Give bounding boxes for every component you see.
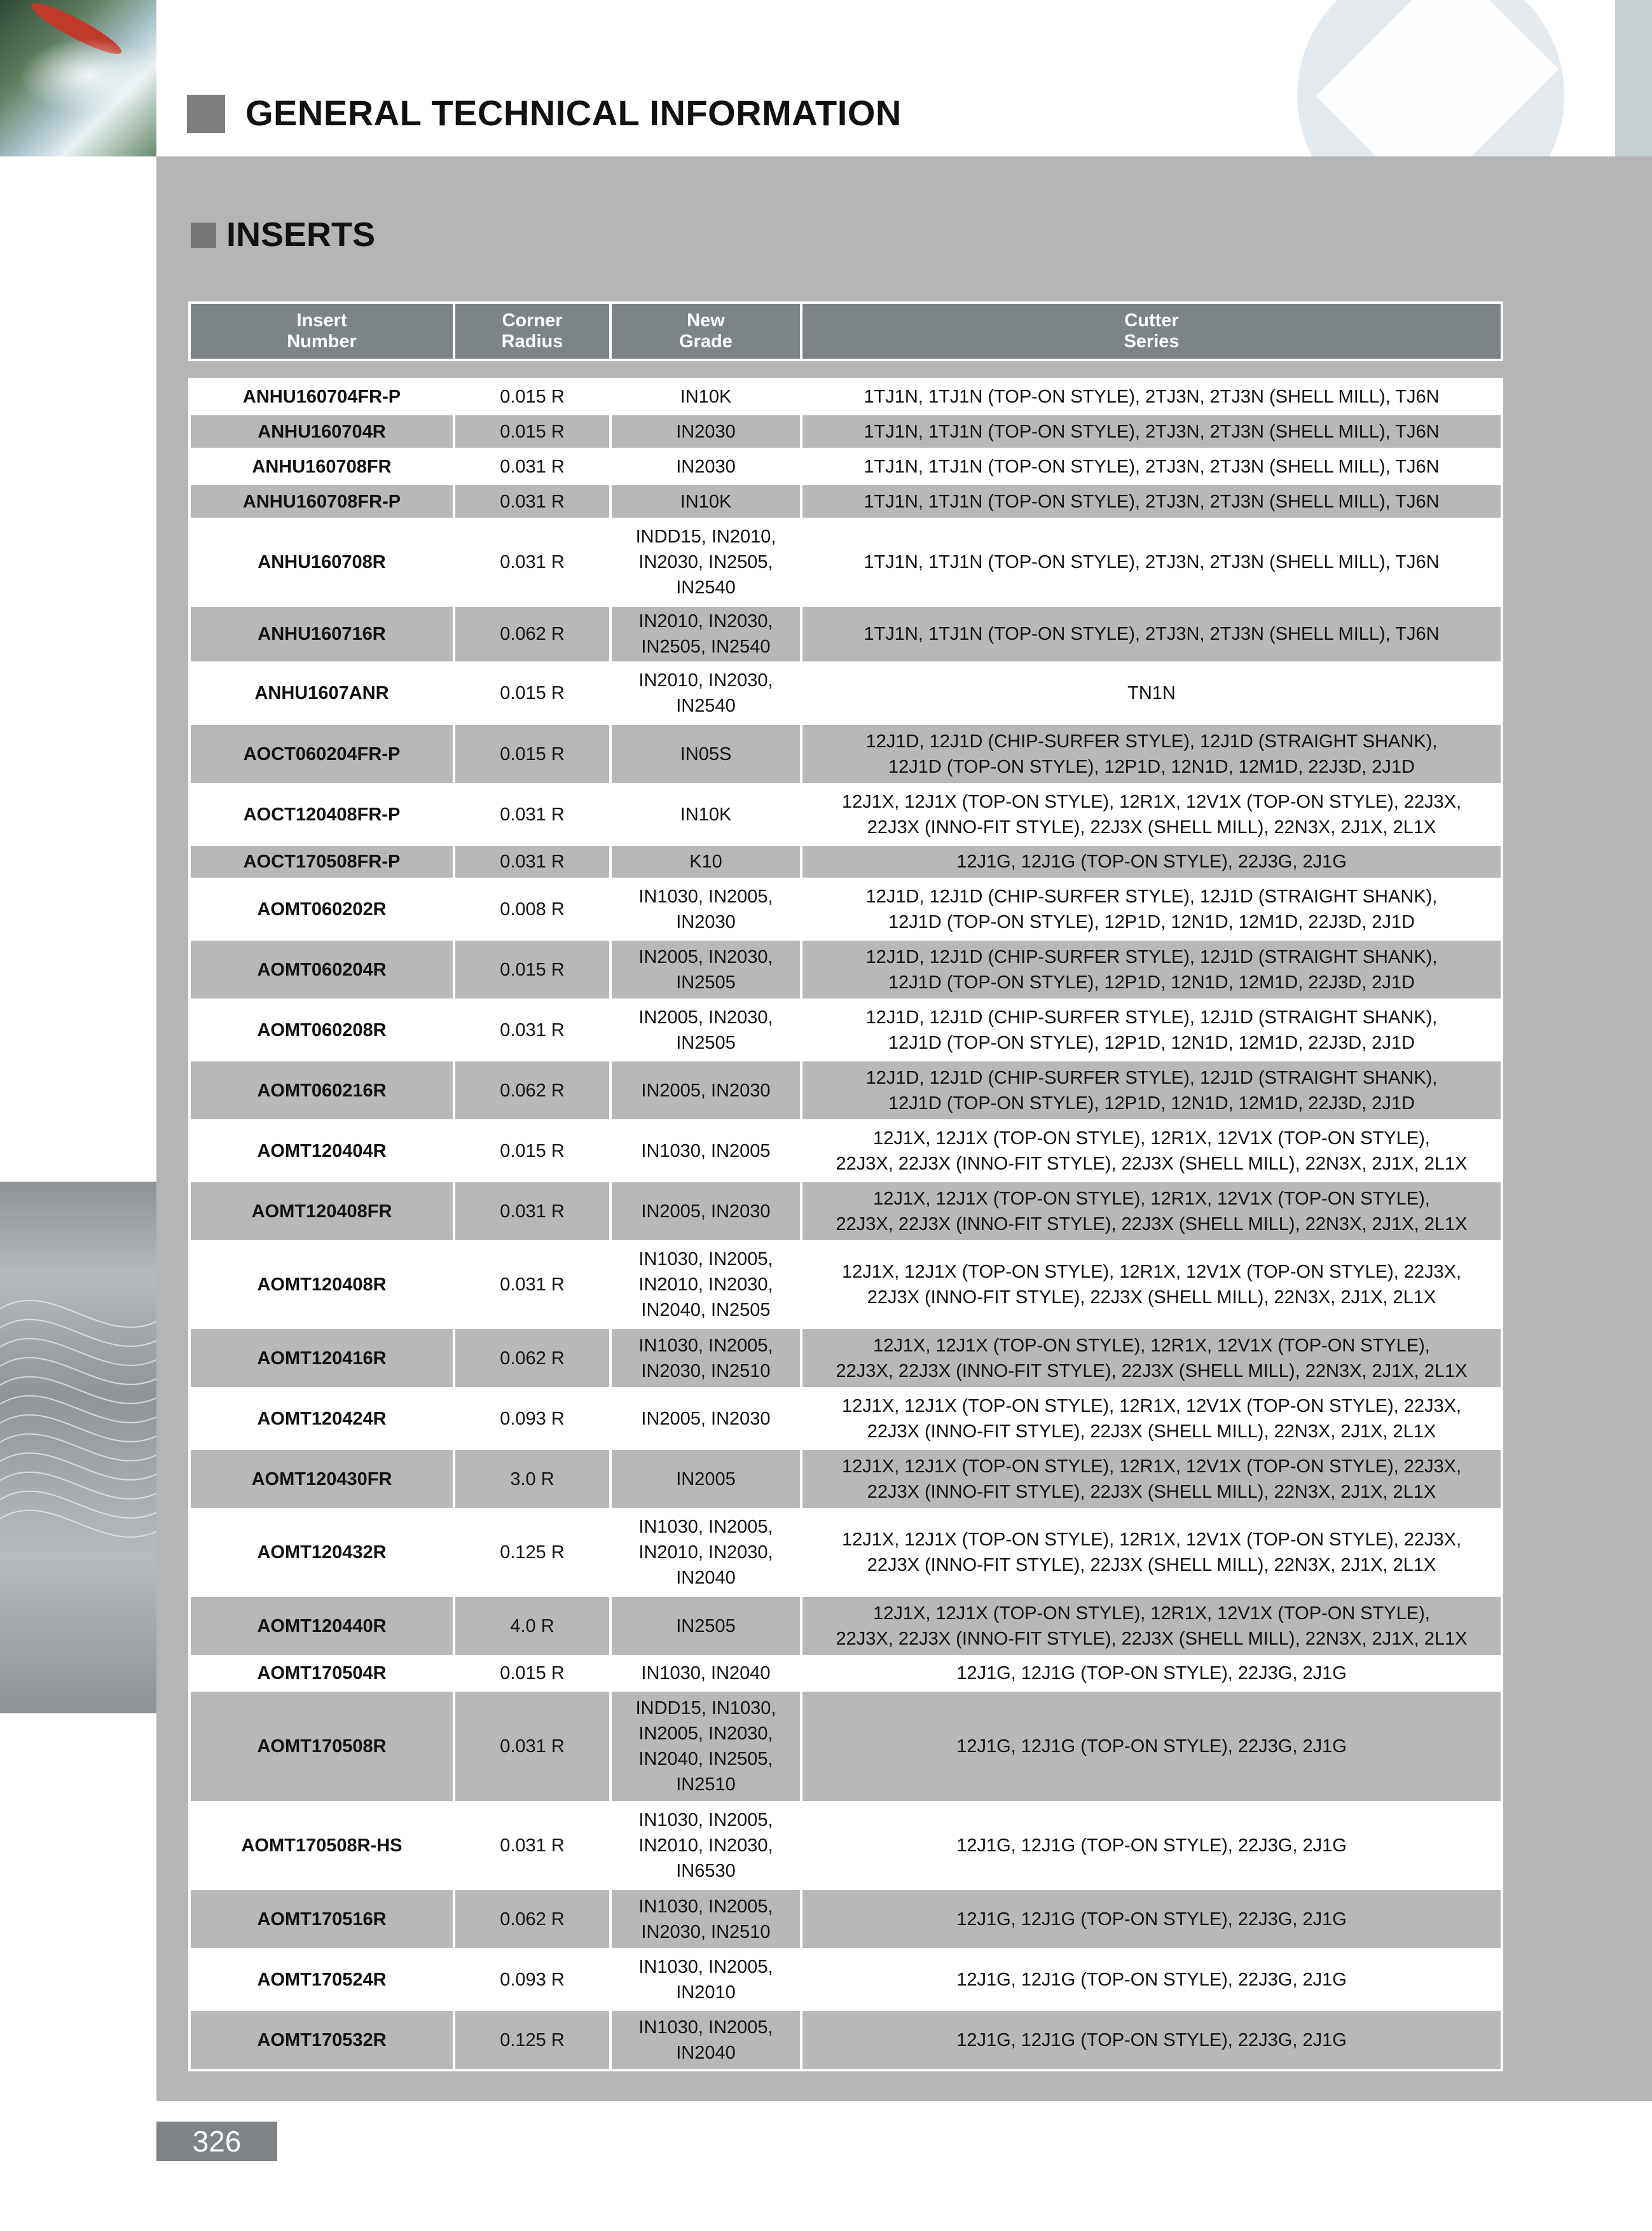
section-title: INSERTS [226,216,376,254]
insert-number-cell: AOMT120424R [189,1388,454,1449]
cutter-series-cell [801,1949,1502,2010]
grade-cell [610,1241,801,1328]
series-line: 12J1X, 12J1X (TOP-ON STYLE), 12R1X, 12V1X (TOP-ON STYLE), [873,1603,1430,1624]
grade-cell [610,724,801,784]
cutter-series-cell [801,484,1502,519]
grade-cell [610,663,801,724]
grade-line: IN2030, IN2505, [638,552,773,572]
grade-line: IN2030 [676,456,736,477]
page-title: GENERAL TECHNICAL INFORMATION [245,93,902,133]
table-row [189,1449,1502,1509]
insert-number-cell: AOMT120440R [189,1596,454,1656]
table-row [189,1000,1502,1060]
grade-line: IN10K [680,491,732,512]
cutter-series-cell [801,1121,1502,1181]
header-line: Insert [296,310,347,331]
cutter-series-cell [801,724,1502,784]
cutter-series-cell [801,1802,1502,1889]
table-row [189,414,1502,449]
corner-radius-cell: 0.031 R [454,1181,610,1241]
table-row [189,1241,1502,1328]
insert-number-cell: AOMT170516R [189,1889,454,1949]
insert-number-cell: ANHU160708FR-P [189,484,454,519]
series-line: 12J1G, 12J1G (TOP-ON STYLE), 22J3G, 2J1G [956,1663,1347,1683]
table-row [189,1328,1502,1388]
corner-radius-cell: 0.015 R [454,939,610,1000]
corner-radius-cell: 0.093 R [454,1949,610,2010]
grade-line: IN2010, IN2030, [638,670,773,691]
grade-cell [610,1949,801,2010]
grade-line: IN05S [680,743,732,764]
grade-cell [610,1121,801,1181]
insert-number-cell: AOMT120432R [189,1509,454,1596]
insert-number-cell: AOMT060208R [189,1000,454,1060]
corner-radius-cell: 0.015 R [454,1656,610,1690]
cutter-series-cell [801,1449,1502,1509]
header-line: Grade [679,331,733,352]
cutter-series-cell [801,879,1502,939]
water-splash [19,38,156,114]
header-line: Radius [501,331,563,352]
header-line: Cutter [1124,310,1179,331]
table-row [189,724,1502,784]
table-row [189,1388,1502,1449]
series-line: 12J1G, 12J1G (TOP-ON STYLE), 22J3G, 2J1G [956,852,1347,872]
series-line: 12J1D, 12J1D (CHIP-SURFER STYLE), 12J1D (STRAIGHT SHANK), [865,886,1438,907]
grade-cell [610,784,801,845]
corner-radius-cell: 0.031 R [454,784,610,845]
grade-line: IN1030, IN2005, [638,1810,773,1830]
grade-line: IN2010, IN2030, [638,611,773,632]
table-row [189,845,1502,879]
grade-cell [610,2010,801,2070]
insert-number-cell: ANHU160708FR [189,449,454,484]
insert-number-cell: AOMT060204R [189,939,454,1000]
grade-cell [610,414,801,449]
grade-cell [610,1328,801,1388]
grade-line: IN1030, IN2005, [638,1335,773,1356]
table-row [189,2010,1502,2070]
grade-cell [610,1388,801,1449]
series-line: 1TJ1N, 1TJ1N (TOP-ON STYLE), 2TJ3N, 2TJ3N (SHELL MILL), TJ6N [864,552,1440,572]
table-row [189,1802,1502,1889]
insert-number-cell: AOMT120416R [189,1328,454,1388]
table-row [189,1889,1502,1949]
grade-line: IN6530 [676,1861,736,1881]
corner-radius-cell: 0.062 R [454,1328,610,1388]
grade-line: IN2005 [676,1468,736,1489]
cutter-series-cell [801,784,1502,845]
decorative-bar [1615,0,1652,156]
grade-cell [610,1596,801,1656]
corner-radius-cell: 0.015 R [454,1121,610,1181]
table-row [189,1060,1502,1121]
inserts-table [188,378,1503,2071]
corner-radius-cell: 0.031 R [454,449,610,484]
series-line: 22J3X (INNO-FIT STYLE), 22J3X (SHELL MILL), 22N3X, 2J1X, 2L1X [867,1555,1436,1575]
corner-radius-cell: 0.031 R [454,1690,610,1802]
cutter-series-cell [801,414,1502,449]
grade-line: IN2005, IN2030, [638,946,773,967]
grade-line: IN1030, IN2005, [638,1956,773,1977]
corner-radius-cell: 0.125 R [454,2010,610,2070]
grade-cell [610,1449,801,1509]
cutter-series-cell [801,1889,1502,1949]
cutter-series-cell [801,939,1502,1000]
grade-line: IN2540 [676,696,736,716]
cutter-series-cell [801,519,1502,605]
header-line: Series [1124,331,1180,352]
corner-radius-cell: 0.031 R [454,484,610,519]
insert-number-cell: AOMT060202R [189,879,454,939]
corner-radius-cell: 0.125 R [454,1509,610,1596]
column-header-new-grade [610,303,801,360]
series-line: 12J1G, 12J1G (TOP-ON STYLE), 22J3G, 2J1G [956,1736,1347,1757]
corner-radius-cell: 0.008 R [454,879,610,939]
series-line: 22J3X, 22J3X (INNO-FIT STYLE), 22J3X (SHELL MILL), 22N3X, 2J1X, 2L1X [836,1628,1468,1649]
cutter-series-cell [801,1509,1502,1596]
grade-line: IN1030, IN2005, [638,1249,773,1269]
series-line: 22J3X, 22J3X (INNO-FIT STYLE), 22J3X (SHELL MILL), 22N3X, 2J1X, 2L1X [836,1153,1468,1174]
series-line: 22J3X (INNO-FIT STYLE), 22J3X (SHELL MILL), 22N3X, 2J1X, 2L1X [867,1287,1436,1308]
cutter-series-cell [801,1060,1502,1121]
series-line: 12J1D (TOP-ON STYLE), 12P1D, 12N1D, 12M1D, 22J3D, 2J1D [888,911,1415,932]
corner-radius-cell: 0.031 R [454,1241,610,1328]
series-line: 22J3X (INNO-FIT STYLE), 22J3X (SHELL MILL), 22N3X, 2J1X, 2L1X [867,1481,1436,1502]
series-line: 12J1D, 12J1D (CHIP-SURFER STYLE), 12J1D (STRAIGHT SHANK), [865,1007,1438,1028]
series-line: 12J1G, 12J1G (TOP-ON STYLE), 22J3G, 2J1G [956,2029,1347,2050]
insert-number-cell: AOMT170532R [189,2010,454,2070]
grade-cell [610,1181,801,1241]
series-line: 12J1X, 12J1X (TOP-ON STYLE), 12R1X, 12V1X (TOP-ON STYLE), 22J3X, [841,1456,1462,1477]
series-line: 12J1D (TOP-ON STYLE), 12P1D, 12N1D, 12M1D, 22J3D, 2J1D [888,972,1415,993]
series-line: TN1N [1127,683,1176,703]
table-row [189,1656,1502,1690]
table-row [189,1596,1502,1656]
grade-line: IN1030, IN2005, [638,1896,773,1917]
series-line: 1TJ1N, 1TJ1N (TOP-ON STYLE), 2TJ3N, 2TJ3N (SHELL MILL), TJ6N [864,491,1440,512]
header-line: New [687,310,725,331]
insert-number-cell: AOMT120430FR [189,1449,454,1509]
series-line: 12J1X, 12J1X (TOP-ON STYLE), 12R1X, 12V1X (TOP-ON STYLE), 22J3X, [841,1262,1462,1282]
corner-radius-cell: 0.015 R [454,414,610,449]
grade-line: IN2005, IN2030 [641,1408,771,1429]
series-line: 22J3X (INNO-FIT STYLE), 22J3X (SHELL MILL), 22N3X, 2J1X, 2L1X [867,1421,1436,1442]
series-line: 12J1X, 12J1X (TOP-ON STYLE), 12R1X, 12V1X (TOP-ON STYLE), [873,1128,1430,1149]
grade-line: IN2505 [676,1032,736,1053]
grade-line: K10 [689,852,722,872]
grade-line: IN2005, IN2030, [638,1723,773,1744]
table-header [188,301,1503,361]
insert-number-cell: AOMT170508R-HS [189,1802,454,1889]
corner-radius-cell: 0.062 R [454,1889,610,1949]
table-row [189,784,1502,845]
series-line: 12J1X, 12J1X (TOP-ON STYLE), 12R1X, 12V1X (TOP-ON STYLE), 22J3X, [841,1530,1462,1550]
grade-line: IN2010 [676,1982,736,2003]
insert-number-cell: AOCT060204FR-P [189,724,454,784]
grade-cell [610,879,801,939]
series-line: 12J1X, 12J1X (TOP-ON STYLE), 12R1X, 12V1X (TOP-ON STYLE), 22J3X, [841,1395,1462,1416]
grade-line: IN10K [680,804,732,825]
corner-radius-cell: 0.031 R [454,519,610,605]
grade-line: IN2010, IN2030, [638,1274,773,1295]
cutter-series-cell [801,1690,1502,1802]
grade-line: IN1030, IN2005, [638,886,773,907]
insert-number-cell: AOMT060216R [189,1060,454,1121]
grade-line: IN1030, IN2005, [638,1517,773,1537]
series-line: 12J1D, 12J1D (CHIP-SURFER STYLE), 12J1D (STRAIGHT SHANK), [865,731,1438,752]
grade-line: IN1030, IN2005, [638,2017,773,2038]
grade-line: IN10K [680,386,732,407]
grade-line: IN2010, IN2030, [638,1835,773,1856]
insert-number-cell: AOMT120404R [189,1121,454,1181]
cutter-series-cell [801,1241,1502,1328]
corner-radius-cell: 0.015 R [454,724,610,784]
grade-line: IN2030 [676,911,736,932]
table-row [189,1949,1502,2010]
table-row [189,449,1502,484]
series-line: 12J1D (TOP-ON STYLE), 12P1D, 12N1D, 12M1D, 22J3D, 2J1D [888,1032,1415,1053]
table-row [189,605,1502,663]
grade-line: IN1030, IN2005 [641,1140,771,1161]
grade-line: IN2505 [676,972,736,993]
cutter-series-cell [801,1656,1502,1690]
cutter-series-cell [801,379,1502,414]
insert-number-cell: ANHU160704FR-P [189,379,454,414]
inserts-table-body [189,379,1502,2070]
grade-cell [610,379,801,414]
insert-number-cell: ANHU160716R [189,605,454,663]
grade-line: IN2040 [676,2042,736,2063]
grade-line: IN2030, IN2510 [641,1360,771,1381]
cutter-series-cell [801,2010,1502,2070]
cutter-series-cell [801,845,1502,879]
table-row [189,939,1502,1000]
wave-lines-graphic [0,1182,156,1713]
insert-number-cell: ANHU1607ANR [189,663,454,724]
table-row [189,484,1502,519]
cutter-series-cell [801,1388,1502,1449]
grade-cell [610,845,801,879]
corner-radius-cell: 3.0 R [454,1449,610,1509]
corner-radius-cell: 0.062 R [454,1060,610,1121]
grade-cell [610,605,801,663]
insert-number-cell: AOMT170508R [189,1690,454,1802]
insert-number-cell: AOMT170504R [189,1656,454,1690]
series-line: 1TJ1N, 1TJ1N (TOP-ON STYLE), 2TJ3N, 2TJ3N (SHELL MILL), TJ6N [864,386,1440,407]
insert-number-cell: AOMT170524R [189,1949,454,2010]
corner-radius-cell: 0.031 R [454,1000,610,1060]
cutter-series-cell [801,1596,1502,1656]
series-line: 12J1X, 12J1X (TOP-ON STYLE), 12R1X, 12V1X (TOP-ON STYLE), [873,1188,1430,1209]
insert-number-cell: AOCT120408FR-P [189,784,454,845]
grade-line: IN2510 [676,1774,736,1795]
table-row [189,1690,1502,1802]
grade-cell [610,1000,801,1060]
grade-cell [610,1690,801,1802]
series-line: 12J1X, 12J1X (TOP-ON STYLE), 12R1X, 12V1X (TOP-ON STYLE), [873,1335,1430,1356]
grade-cell [610,1509,801,1596]
series-line: 1TJ1N, 1TJ1N (TOP-ON STYLE), 2TJ3N, 2TJ3N (SHELL MILL), TJ6N [864,456,1440,477]
table-row [189,519,1502,605]
cutter-series-cell [801,605,1502,663]
cutter-series-cell [801,449,1502,484]
grade-line: IN2030 [676,421,736,442]
grade-line: INDD15, IN2010, [635,527,776,547]
grade-cell [610,939,801,1000]
cutter-series-cell [801,1328,1502,1388]
section-square-icon [191,223,216,248]
corner-radius-cell: 0.031 R [454,1802,610,1889]
column-header-cutter-series [801,303,1502,360]
grade-line: IN2005, IN2030, [638,1007,773,1028]
table-row [189,879,1502,939]
grade-line: IN2540 [676,577,736,598]
page-number: 326 [192,2125,242,2158]
header-square-icon [187,95,225,133]
grade-cell [610,519,801,605]
grade-line: IN2505, IN2540 [641,637,771,657]
corner-radius-cell: 0.093 R [454,1388,610,1449]
corner-radius-cell: 0.015 R [454,379,610,414]
grade-line: IN2005, IN2030 [641,1201,771,1222]
grade-cell [610,484,801,519]
grade-line: IN2040 [676,1568,736,1588]
corner-radius-cell: 4.0 R [454,1596,610,1656]
series-line: 22J3X, 22J3X (INNO-FIT STYLE), 22J3X (SHELL MILL), 22N3X, 2J1X, 2L1X [836,1213,1468,1234]
series-line: 12J1D, 12J1D (CHIP-SURFER STYLE), 12J1D (STRAIGHT SHANK), [865,1067,1438,1088]
table-row [189,1121,1502,1181]
insert-number-cell: AOCT170508FR-P [189,845,454,879]
series-line: 12J1X, 12J1X (TOP-ON STYLE), 12R1X, 12V1X (TOP-ON STYLE), 22J3X, [841,791,1462,812]
grade-line: IN1030, IN2040 [641,1663,771,1683]
header-line: Corner [502,310,563,331]
series-line: 22J3X (INNO-FIT STYLE), 22J3X (SHELL MILL), 22N3X, 2J1X, 2L1X [867,817,1436,838]
insert-number-cell: AOMT120408R [189,1241,454,1328]
series-line: 22J3X, 22J3X (INNO-FIT STYLE), 22J3X (SHELL MILL), 22N3X, 2J1X, 2L1X [836,1360,1468,1381]
table-row [189,1509,1502,1596]
series-line: 12J1D (TOP-ON STYLE), 12P1D, 12N1D, 12M1D, 22J3D, 2J1D [888,756,1415,777]
insert-number-cell: ANHU160704R [189,414,454,449]
series-line: 1TJ1N, 1TJ1N (TOP-ON STYLE), 2TJ3N, 2TJ3N (SHELL MILL), TJ6N [864,624,1440,644]
corner-radius-cell: 0.031 R [454,845,610,879]
series-line: 12J1D, 12J1D (CHIP-SURFER STYLE), 12J1D (STRAIGHT SHANK), [865,946,1438,967]
grade-line: IN2010, IN2030, [638,1542,773,1563]
grade-cell [610,1802,801,1889]
corner-radius-cell: 0.015 R [454,663,610,724]
insert-number-cell: ANHU160708R [189,519,454,605]
grade-line: IN2005, IN2030 [641,1080,771,1101]
grade-line: INDD15, IN1030, [635,1698,776,1718]
wave-decoration [0,1182,156,1713]
grade-cell [610,1060,801,1121]
grade-line: IN2030, IN2510 [641,1921,771,1942]
series-line: 12J1G, 12J1G (TOP-ON STYLE), 22J3G, 2J1G [956,1835,1347,1856]
table-row [189,1181,1502,1241]
grade-line: IN2505 [676,1615,736,1636]
header-line: Number [287,331,357,352]
column-header-corner-radius [454,303,610,360]
series-line: 1TJ1N, 1TJ1N (TOP-ON STYLE), 2TJ3N, 2TJ3N (SHELL MILL), TJ6N [864,421,1440,442]
grade-line: IN2040, IN2505 [641,1300,771,1320]
kayak-photo [0,0,156,156]
grade-cell [610,1889,801,1949]
series-line: 12J1G, 12J1G (TOP-ON STYLE), 22J3G, 2J1G [956,1909,1347,1930]
corner-radius-cell: 0.062 R [454,605,610,663]
grade-cell [610,1656,801,1690]
series-line: 12J1G, 12J1G (TOP-ON STYLE), 22J3G, 2J1G [956,1969,1347,1990]
cutter-series-cell [801,663,1502,724]
series-line: 12J1D (TOP-ON STYLE), 12P1D, 12N1D, 12M1D, 22J3D, 2J1D [888,1093,1415,1114]
table-row [189,379,1502,414]
cutter-series-cell [801,1000,1502,1060]
table-row [189,663,1502,724]
insert-number-cell: AOMT120408FR [189,1181,454,1241]
cutter-series-cell [801,1181,1502,1241]
grade-cell [610,449,801,484]
grade-line: IN2040, IN2505, [638,1749,773,1769]
column-header-insert-number [189,303,454,360]
